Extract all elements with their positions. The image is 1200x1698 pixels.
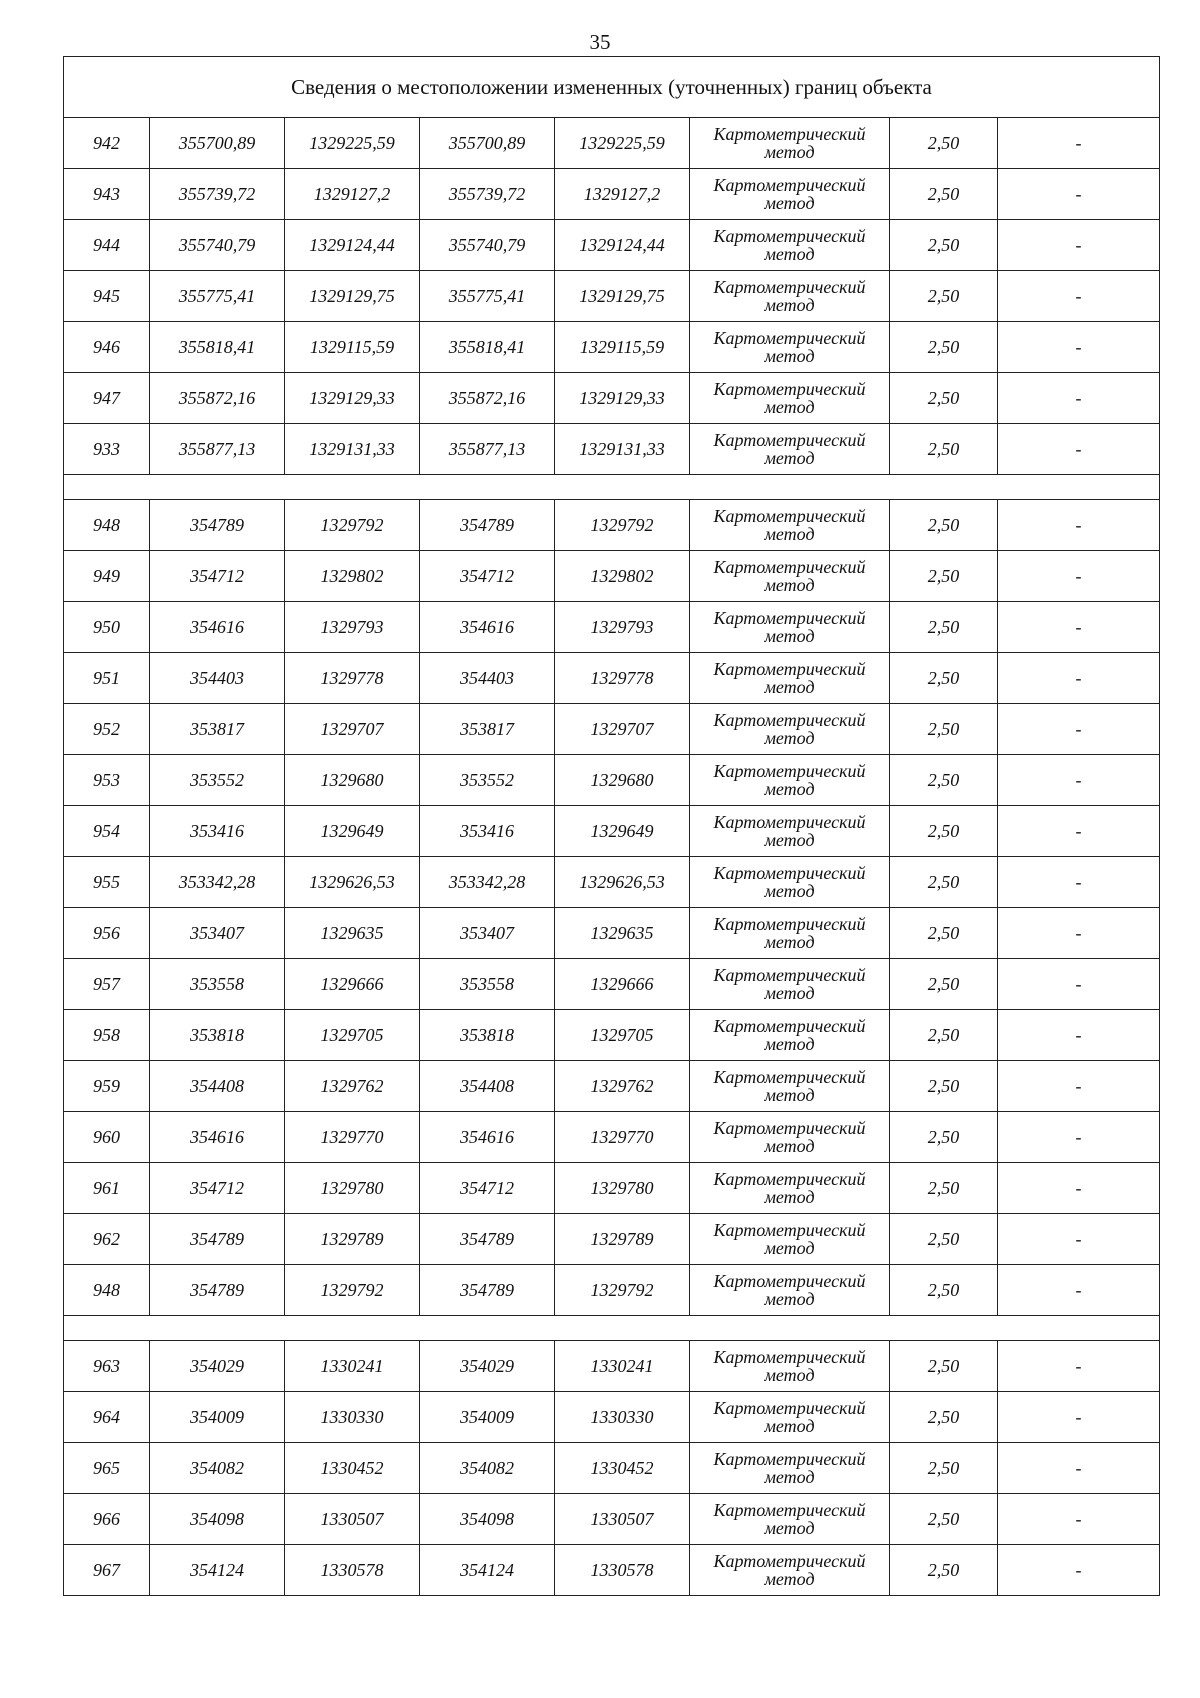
- table-row: [64, 118, 1160, 169]
- boundary-coordinates-table: [63, 56, 1160, 1596]
- method-cell: Картометрический метод: [690, 908, 890, 959]
- accuracy-cell: 2,50: [890, 1545, 998, 1596]
- y-existing-cell: 1329115,59: [285, 322, 420, 373]
- point-number-cell: 951: [64, 653, 150, 704]
- description-cell: -: [998, 1341, 1160, 1392]
- y-existing-cell: 1329789: [285, 1214, 420, 1265]
- method-cell: Картометрический метод: [690, 755, 890, 806]
- y-refined-cell: 1329792: [555, 1265, 690, 1316]
- accuracy-cell: 2,50: [890, 1010, 998, 1061]
- x-existing-cell: 355700,89: [150, 118, 285, 169]
- accuracy-cell: 2,50: [890, 908, 998, 959]
- description-cell: -: [998, 1010, 1160, 1061]
- x-existing-cell: 354789: [150, 500, 285, 551]
- description-cell: -: [998, 220, 1160, 271]
- accuracy-cell: 2,50: [890, 500, 998, 551]
- page-number: 35: [589, 30, 611, 54]
- y-refined-cell: 1329770: [555, 1112, 690, 1163]
- x-existing-cell: 355877,13: [150, 424, 285, 475]
- x-refined-cell: 354124: [420, 1545, 555, 1596]
- method-cell: Картометрический метод: [690, 118, 890, 169]
- y-existing-cell: 1330578: [285, 1545, 420, 1596]
- description-cell: -: [998, 1112, 1160, 1163]
- table-row: [64, 959, 1160, 1010]
- method-cell: Картометрический метод: [690, 959, 890, 1010]
- y-existing-cell: 1329762: [285, 1061, 420, 1112]
- table-row: [64, 908, 1160, 959]
- point-number-cell: 948: [64, 1265, 150, 1316]
- y-refined-cell: 1330330: [555, 1392, 690, 1443]
- point-number-cell: 952: [64, 704, 150, 755]
- description-cell: -: [998, 1163, 1160, 1214]
- accuracy-cell: 2,50: [890, 806, 998, 857]
- y-refined-cell: 1329802: [555, 551, 690, 602]
- accuracy-cell: 2,50: [890, 653, 998, 704]
- accuracy-cell: 2,50: [890, 118, 998, 169]
- y-refined-cell: 1330452: [555, 1443, 690, 1494]
- method-cell: Картометрический метод: [690, 551, 890, 602]
- x-existing-cell: 354616: [150, 602, 285, 653]
- y-existing-cell: 1329666: [285, 959, 420, 1010]
- y-refined-cell: 1329680: [555, 755, 690, 806]
- description-cell: -: [998, 1392, 1160, 1443]
- method-cell: Картометрический метод: [690, 857, 890, 908]
- y-existing-cell: 1330452: [285, 1443, 420, 1494]
- accuracy-cell: 2,50: [890, 1265, 998, 1316]
- x-existing-cell: 355818,41: [150, 322, 285, 373]
- accuracy-cell: 2,50: [890, 424, 998, 475]
- accuracy-cell: 2,50: [890, 1163, 998, 1214]
- y-refined-cell: 1329780: [555, 1163, 690, 1214]
- x-refined-cell: 354616: [420, 1112, 555, 1163]
- x-existing-cell: 354029: [150, 1341, 285, 1392]
- y-existing-cell: 1329792: [285, 500, 420, 551]
- section-separator-cell: [64, 1316, 1160, 1341]
- description-cell: -: [998, 271, 1160, 322]
- table-body: [64, 57, 1160, 1596]
- table-row: [64, 424, 1160, 475]
- y-refined-cell: 1329762: [555, 1061, 690, 1112]
- x-refined-cell: 354098: [420, 1494, 555, 1545]
- x-existing-cell: 353818: [150, 1010, 285, 1061]
- point-number-cell: 961: [64, 1163, 150, 1214]
- point-number-cell: 966: [64, 1494, 150, 1545]
- table-row: [64, 1545, 1160, 1596]
- accuracy-cell: 2,50: [890, 755, 998, 806]
- point-number-cell: 948: [64, 500, 150, 551]
- point-number-cell: 965: [64, 1443, 150, 1494]
- y-refined-cell: 1329127,2: [555, 169, 690, 220]
- table-row: [64, 1214, 1160, 1265]
- description-cell: -: [998, 1265, 1160, 1316]
- accuracy-cell: 2,50: [890, 602, 998, 653]
- x-existing-cell: 355740,79: [150, 220, 285, 271]
- accuracy-cell: 2,50: [890, 1341, 998, 1392]
- y-existing-cell: 1329129,75: [285, 271, 420, 322]
- description-cell: -: [998, 1545, 1160, 1596]
- accuracy-cell: 2,50: [890, 959, 998, 1010]
- x-refined-cell: 354789: [420, 1214, 555, 1265]
- description-cell: -: [998, 653, 1160, 704]
- description-cell: -: [998, 602, 1160, 653]
- method-cell: Картометрический метод: [690, 653, 890, 704]
- table-row: [64, 857, 1160, 908]
- method-cell: Картометрический метод: [690, 1265, 890, 1316]
- description-cell: -: [998, 959, 1160, 1010]
- y-existing-cell: 1330507: [285, 1494, 420, 1545]
- section-separator-cell: [64, 475, 1160, 500]
- description-cell: -: [998, 1494, 1160, 1545]
- x-existing-cell: 353552: [150, 755, 285, 806]
- table-row: [64, 602, 1160, 653]
- method-cell: Картометрический метод: [690, 704, 890, 755]
- table-row: [64, 322, 1160, 373]
- point-number-cell: 943: [64, 169, 150, 220]
- table-row: [64, 169, 1160, 220]
- y-refined-cell: 1329789: [555, 1214, 690, 1265]
- x-refined-cell: 354403: [420, 653, 555, 704]
- y-refined-cell: 1329129,33: [555, 373, 690, 424]
- point-number-cell: 946: [64, 322, 150, 373]
- description-cell: -: [998, 551, 1160, 602]
- y-refined-cell: 1329225,59: [555, 118, 690, 169]
- x-existing-cell: 353817: [150, 704, 285, 755]
- x-refined-cell: 355872,16: [420, 373, 555, 424]
- y-existing-cell: 1330241: [285, 1341, 420, 1392]
- y-existing-cell: 1329705: [285, 1010, 420, 1061]
- y-existing-cell: 1329707: [285, 704, 420, 755]
- x-existing-cell: 354403: [150, 653, 285, 704]
- point-number-cell: 956: [64, 908, 150, 959]
- method-cell: Картометрический метод: [690, 1392, 890, 1443]
- y-existing-cell: 1329129,33: [285, 373, 420, 424]
- y-refined-cell: 1329626,53: [555, 857, 690, 908]
- table-row: [64, 1392, 1160, 1443]
- accuracy-cell: 2,50: [890, 169, 998, 220]
- description-cell: -: [998, 118, 1160, 169]
- point-number-cell: 955: [64, 857, 150, 908]
- y-refined-cell: 1329793: [555, 602, 690, 653]
- description-cell: -: [998, 1214, 1160, 1265]
- point-number-cell: 960: [64, 1112, 150, 1163]
- y-existing-cell: 1329780: [285, 1163, 420, 1214]
- y-refined-cell: 1329131,33: [555, 424, 690, 475]
- x-existing-cell: 354408: [150, 1061, 285, 1112]
- x-existing-cell: 353558: [150, 959, 285, 1010]
- x-refined-cell: 353552: [420, 755, 555, 806]
- y-refined-cell: 1329778: [555, 653, 690, 704]
- table-row: [64, 551, 1160, 602]
- x-refined-cell: 355700,89: [420, 118, 555, 169]
- method-cell: Картометрический метод: [690, 500, 890, 551]
- point-number-cell: 962: [64, 1214, 150, 1265]
- description-cell: -: [998, 500, 1160, 551]
- x-existing-cell: 354009: [150, 1392, 285, 1443]
- method-cell: Картометрический метод: [690, 373, 890, 424]
- x-refined-cell: 355775,41: [420, 271, 555, 322]
- x-refined-cell: 354616: [420, 602, 555, 653]
- y-refined-cell: 1329129,75: [555, 271, 690, 322]
- y-refined-cell: 1330507: [555, 1494, 690, 1545]
- table-title: Сведения о местоположении измененных (уточненных) границ объекта: [64, 57, 1160, 118]
- x-existing-cell: 353416: [150, 806, 285, 857]
- description-cell: -: [998, 169, 1160, 220]
- y-refined-cell: 1329666: [555, 959, 690, 1010]
- description-cell: -: [998, 806, 1160, 857]
- x-refined-cell: 355818,41: [420, 322, 555, 373]
- table-title-row: [64, 57, 1160, 118]
- point-number-cell: 949: [64, 551, 150, 602]
- table-row: [64, 1341, 1160, 1392]
- table-row: [64, 500, 1160, 551]
- point-number-cell: 957: [64, 959, 150, 1010]
- method-cell: Картометрический метод: [690, 806, 890, 857]
- y-existing-cell: 1329124,44: [285, 220, 420, 271]
- description-cell: -: [998, 373, 1160, 424]
- table-row: [64, 1443, 1160, 1494]
- accuracy-cell: 2,50: [890, 220, 998, 271]
- y-existing-cell: 1329649: [285, 806, 420, 857]
- point-number-cell: 967: [64, 1545, 150, 1596]
- y-refined-cell: 1329649: [555, 806, 690, 857]
- description-cell: -: [998, 424, 1160, 475]
- x-existing-cell: 355872,16: [150, 373, 285, 424]
- table-row: [64, 373, 1160, 424]
- y-existing-cell: 1329127,2: [285, 169, 420, 220]
- point-number-cell: 933: [64, 424, 150, 475]
- point-number-cell: 944: [64, 220, 150, 271]
- description-cell: -: [998, 1443, 1160, 1494]
- x-existing-cell: 354712: [150, 1163, 285, 1214]
- table-row: [64, 704, 1160, 755]
- x-refined-cell: 355740,79: [420, 220, 555, 271]
- y-existing-cell: 1329635: [285, 908, 420, 959]
- description-cell: -: [998, 322, 1160, 373]
- y-refined-cell: 1329705: [555, 1010, 690, 1061]
- x-refined-cell: 354789: [420, 500, 555, 551]
- x-refined-cell: 354009: [420, 1392, 555, 1443]
- section-separator-row: [64, 475, 1160, 500]
- method-cell: Картометрический метод: [690, 271, 890, 322]
- method-cell: Картометрический метод: [690, 1214, 890, 1265]
- y-refined-cell: 1329792: [555, 500, 690, 551]
- method-cell: Картометрический метод: [690, 1163, 890, 1214]
- point-number-cell: 945: [64, 271, 150, 322]
- x-refined-cell: 353416: [420, 806, 555, 857]
- x-existing-cell: 354712: [150, 551, 285, 602]
- y-refined-cell: 1329707: [555, 704, 690, 755]
- x-refined-cell: 353558: [420, 959, 555, 1010]
- y-refined-cell: 1329124,44: [555, 220, 690, 271]
- y-refined-cell: 1329115,59: [555, 322, 690, 373]
- accuracy-cell: 2,50: [890, 1494, 998, 1545]
- point-number-cell: 947: [64, 373, 150, 424]
- accuracy-cell: 2,50: [890, 1061, 998, 1112]
- x-existing-cell: 355775,41: [150, 271, 285, 322]
- method-cell: Картометрический метод: [690, 322, 890, 373]
- point-number-cell: 953: [64, 755, 150, 806]
- y-existing-cell: 1329778: [285, 653, 420, 704]
- x-existing-cell: 354124: [150, 1545, 285, 1596]
- method-cell: Картометрический метод: [690, 602, 890, 653]
- accuracy-cell: 2,50: [890, 1392, 998, 1443]
- x-existing-cell: 354098: [150, 1494, 285, 1545]
- accuracy-cell: 2,50: [890, 1112, 998, 1163]
- y-refined-cell: 1330578: [555, 1545, 690, 1596]
- x-refined-cell: 355877,13: [420, 424, 555, 475]
- description-cell: -: [998, 704, 1160, 755]
- table-row: [64, 1112, 1160, 1163]
- accuracy-cell: 2,50: [890, 1214, 998, 1265]
- description-cell: -: [998, 908, 1160, 959]
- y-existing-cell: 1329626,53: [285, 857, 420, 908]
- y-existing-cell: 1329225,59: [285, 118, 420, 169]
- point-number-cell: 964: [64, 1392, 150, 1443]
- table-row: [64, 271, 1160, 322]
- x-refined-cell: 354029: [420, 1341, 555, 1392]
- y-existing-cell: 1330330: [285, 1392, 420, 1443]
- method-cell: Картометрический метод: [690, 1443, 890, 1494]
- y-refined-cell: 1329635: [555, 908, 690, 959]
- x-existing-cell: 354616: [150, 1112, 285, 1163]
- table-row: [64, 1265, 1160, 1316]
- x-refined-cell: 355739,72: [420, 169, 555, 220]
- accuracy-cell: 2,50: [890, 322, 998, 373]
- table-row: [64, 1061, 1160, 1112]
- x-refined-cell: 353407: [420, 908, 555, 959]
- y-existing-cell: 1329131,33: [285, 424, 420, 475]
- accuracy-cell: 2,50: [890, 373, 998, 424]
- method-cell: Картометрический метод: [690, 1010, 890, 1061]
- point-number-cell: 963: [64, 1341, 150, 1392]
- table-row: [64, 1163, 1160, 1214]
- x-existing-cell: 353407: [150, 908, 285, 959]
- y-existing-cell: 1329802: [285, 551, 420, 602]
- x-existing-cell: 354789: [150, 1214, 285, 1265]
- accuracy-cell: 2,50: [890, 551, 998, 602]
- table-row: [64, 1010, 1160, 1061]
- accuracy-cell: 2,50: [890, 704, 998, 755]
- x-refined-cell: 353817: [420, 704, 555, 755]
- point-number-cell: 959: [64, 1061, 150, 1112]
- x-refined-cell: 353342,28: [420, 857, 555, 908]
- accuracy-cell: 2,50: [890, 857, 998, 908]
- x-refined-cell: 354408: [420, 1061, 555, 1112]
- x-refined-cell: 354789: [420, 1265, 555, 1316]
- point-number-cell: 954: [64, 806, 150, 857]
- x-existing-cell: 354789: [150, 1265, 285, 1316]
- table-row: [64, 220, 1160, 271]
- section-separator-row: [64, 1316, 1160, 1341]
- accuracy-cell: 2,50: [890, 271, 998, 322]
- method-cell: Картометрический метод: [690, 1112, 890, 1163]
- y-existing-cell: 1329792: [285, 1265, 420, 1316]
- table-row: [64, 653, 1160, 704]
- x-refined-cell: 354712: [420, 551, 555, 602]
- y-existing-cell: 1329770: [285, 1112, 420, 1163]
- table-row: [64, 755, 1160, 806]
- x-existing-cell: 355739,72: [150, 169, 285, 220]
- description-cell: -: [998, 1061, 1160, 1112]
- accuracy-cell: 2,50: [890, 1443, 998, 1494]
- method-cell: Картометрический метод: [690, 169, 890, 220]
- method-cell: Картометрический метод: [690, 1494, 890, 1545]
- method-cell: Картометрический метод: [690, 1545, 890, 1596]
- y-existing-cell: 1329680: [285, 755, 420, 806]
- x-refined-cell: 353818: [420, 1010, 555, 1061]
- y-refined-cell: 1330241: [555, 1341, 690, 1392]
- x-refined-cell: 354712: [420, 1163, 555, 1214]
- method-cell: Картометрический метод: [690, 1061, 890, 1112]
- method-cell: Картометрический метод: [690, 424, 890, 475]
- method-cell: Картометрический метод: [690, 220, 890, 271]
- table-row: [64, 1494, 1160, 1545]
- method-cell: Картометрический метод: [690, 1341, 890, 1392]
- x-existing-cell: 354082: [150, 1443, 285, 1494]
- description-cell: -: [998, 857, 1160, 908]
- y-existing-cell: 1329793: [285, 602, 420, 653]
- point-number-cell: 950: [64, 602, 150, 653]
- point-number-cell: 958: [64, 1010, 150, 1061]
- point-number-cell: 942: [64, 118, 150, 169]
- x-refined-cell: 354082: [420, 1443, 555, 1494]
- x-existing-cell: 353342,28: [150, 857, 285, 908]
- table-row: [64, 806, 1160, 857]
- description-cell: -: [998, 755, 1160, 806]
